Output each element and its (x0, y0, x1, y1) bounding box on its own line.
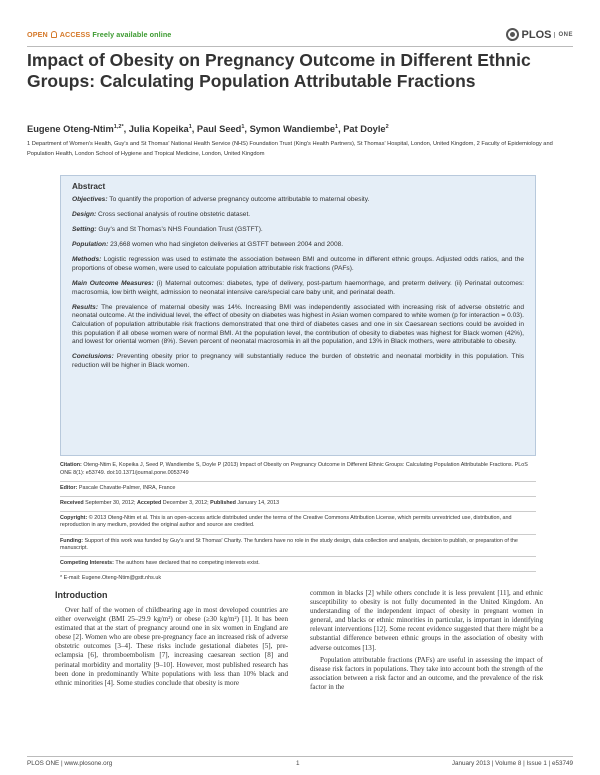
article-metadata (60, 462, 536, 586)
meta-divider (60, 571, 536, 572)
access-label: ACCESS (59, 30, 91, 39)
author-sup: 1 (188, 124, 192, 130)
author-name: Julia Kopeika (128, 124, 189, 135)
section-label: Objectives: (72, 196, 108, 203)
section-text: 23,668 women who had singleton deliveries at GSTFT between 2004 and 2008. (108, 241, 344, 249)
meta-text: January 14, 2013 (235, 499, 280, 506)
meta-divider (60, 511, 536, 512)
footer-rule (27, 756, 573, 757)
meta-label: Accepted (137, 499, 162, 506)
meta-label: Competing Interests: (60, 560, 114, 567)
article-title: Impact of Obesity on Pregnancy Outcome in Different Ethnic Groups: Calculating Population Attributable Fractions (27, 50, 531, 91)
affiliations: 1 Department of Women's Health, Guy's and St Thomas' National Health Service (NHS) Foundation Trust (King's Health Partners), St Thomas' Hospital, London, United Kingdom, 2 Faculty of Epidemiology and Population Health, London School of Hygiene and Tropical Medicine, London, United Kingdom (27, 141, 553, 157)
author-sup: 1,2 (113, 124, 122, 130)
section-text: Logistic regression was used to estimate the association between BMI and outcome in different ethnic groups. Adjusted odds ratios, and the proportions of obese women, were used to calculate population attributable risk fractions (PAFs). (72, 256, 524, 272)
meta-divider (60, 496, 536, 497)
free-label: Freely available online (92, 30, 172, 39)
section-label: Conclusions: (72, 353, 114, 361)
body-paragraph: common in blacks [2] while others conclude it is less prevalent [11], and ethnic susceptibility to obesity is not fully documented in the United Kingdom. An understanding of the independent impact of obesity in pregnant women in general, and blacks or ethnic minorities in particular, is important in identifying relevant interventions [12]. Some recent evidence suggested that there might be a substantial difference between ethnic groups in the association of obesity with adverse outcomes [13]. (310, 589, 543, 652)
citation (60, 462, 536, 477)
meta-divider (60, 556, 536, 557)
meta-divider (60, 534, 536, 535)
abstract-heading: Abstract (72, 182, 106, 191)
introduction-heading: Introduction (55, 590, 108, 600)
plos-logo-icon (506, 28, 519, 41)
copyright (60, 515, 536, 530)
abstract-paragraph (72, 280, 524, 297)
meta-label: Citation: (60, 462, 82, 468)
top-bar (27, 28, 573, 44)
journal-sub: ONE (554, 32, 573, 38)
section-label: Setting: (72, 226, 97, 234)
right-column (310, 589, 543, 695)
body-paragraph: Population attributable fractions (PAFs) are useful in assessing the impact of disease risk factors in populations. They take into account both the strength of the association between a risk factor and an outcome, and the prevalence of the risk factor in the (310, 655, 543, 691)
section-text: To quantify the proportion of adverse pregnancy outcome attributable to maternal obesity. (107, 196, 370, 203)
open-access-lock-icon (51, 31, 57, 38)
section-text: Preventing obesity prior to pregnancy will substantially reduce the burden of obstetric and neonatal morbidity in this population. This reduction will be higher in Black women. (72, 353, 524, 369)
meta-text: September 30, 2012; (83, 499, 138, 506)
body-paragraph: Over half of the women of childbearing age in most developed countries are either overweight (BMI 25–29.9 kg/m²) or obese (≥30 kg/m²) [1]. It has been estimated that at the start of pregnancy around one in six women in England are obese [2]. Women who are obese pre-pregnancy face an increased risk of adverse obstetric outcomes [3–4]. These risks include gestational diabetes [5], pre-eclampsia [6], thromboembolism [7], increasing caesarean section [8] and perinatal morbidity and mortality [9–10]. However, most published research has been done in predominantly White populations with less than 10% black and ethnic minorities [4]. Some studies conclude that obesity is more (55, 606, 288, 687)
abstract-paragraph (72, 353, 524, 370)
section-label: Population: (72, 241, 109, 249)
meta-text: © 2013 Oteng-Ntim et al. This is an open-access article distributed under the terms of the Creative Commons Attribution License, which permits unrestricted use, distribution, and reproduction in any medium, provided the original author and source are credited. (60, 514, 512, 529)
meta-text: Oteng-Ntim E, Kopeika J, Seed P, Wandiembe S, Doyle P (2013) Impact of Obesity on Pregnancy Outcome in Different Ethnic Groups: Calculating Population Attributable Fractions. PLoS ONE 8(1): e53749. doi:10.1371/journal.pone.0053749 (60, 462, 528, 476)
section-text: The prevalence of maternal obesity was 14%. Increasing BMI was independently associated with increasing risk of adverse obstetric and neonatal outcome. At the individual level, the effect of obesity on diabetes was highest in Asian women compared to white women (p for interaction = 0.03). Calculation of population attributable risk fractions demonstrated that one third of diabetes cases and one in six Caesarean sections could be avoided in this population if all obese women were of normal BMI. At the population level, the contribution of obesity to diabetes was highest for Black women (42%), and lowest for oriental women (8%). Seven percent of neonatal macrosomia in all the population, and 13% in Black mothers, were attributable to obesity. (72, 303, 524, 346)
meta-label: Editor: (60, 484, 78, 491)
header-rule (27, 46, 573, 47)
meta-text: Pascale Chavatte-Palmer, INRA, France (77, 484, 176, 491)
section-label: Design: (72, 211, 97, 219)
abstract-paragraph (72, 304, 524, 347)
meta-text: The authors have declared that no competing interests exist. (113, 560, 260, 567)
editor (60, 485, 536, 493)
author-sup: 2 (385, 124, 389, 130)
email[interactable]: * E-mail: Eugene.Oteng-Ntim@gstt.nhs.uk (60, 575, 162, 582)
abstract-paragraph (72, 211, 524, 220)
meta-label: Published (210, 499, 236, 506)
meta-text: Support of this work was funded by Guy's and St Thomas' Charity. The funders have no role in the study design, data collection and analysis, decision to publish, or preparation of the manuscript. (60, 537, 518, 552)
author-sup: 1 (241, 124, 245, 130)
meta-label: Copyright: (60, 514, 88, 521)
abstract-paragraph (72, 226, 524, 235)
funding (60, 538, 536, 553)
author-name: Eugene Oteng-Ntim (27, 124, 114, 135)
author-name: Symon Wandiembe (249, 124, 335, 135)
section-label: Methods: (72, 256, 102, 264)
section-text: Cross sectional analysis of routine obstetric dataset. (96, 211, 251, 219)
meta-label: Funding: (60, 537, 84, 544)
author-name: Paul Seed (196, 124, 242, 135)
meta-divider (60, 481, 536, 482)
dates (60, 500, 536, 508)
journal-name: PLOS (521, 28, 552, 41)
section-text: (i) Maternal outcomes: diabetes, type of delivery, post-partum haemorrhage, and preterm delivery. (ii) Perinatal outcomes: macrosomia, low birth weight, admission to neonatal intensive care/special care baby unit, and perinatal death. (72, 280, 524, 296)
abstract-paragraph (72, 256, 524, 273)
author-list: Eugene Oteng-Ntim$^{1,2*}$, Julia Kopeika$^1$, Paul Seed$^1$, Symon Wandiembe$^1$, Pat Doyle$^2$ (27, 124, 389, 135)
author-sup: 1 (335, 124, 339, 130)
author-mark: * (121, 124, 124, 130)
page-number: 1 (296, 760, 300, 767)
journal-logo (506, 28, 573, 41)
author-name: Pat Doyle (343, 124, 386, 135)
footer-issue: January 2013 | Volume 8 | Issue 1 | e53749 (451, 760, 573, 767)
meta-label: Received (60, 499, 84, 506)
left-column (55, 606, 288, 691)
section-label: Results: (72, 303, 99, 311)
abstract-box (60, 175, 536, 456)
open-access-badge (27, 30, 171, 39)
section-label: Main Outcome Measures: (72, 280, 154, 288)
meta-text: December 3, 2012; (161, 499, 211, 506)
abstract-paragraph (72, 241, 524, 250)
abstract-paragraph (72, 196, 524, 205)
footer-journal[interactable]: PLOS ONE | www.plosone.org (27, 760, 113, 767)
open-label: OPEN (27, 30, 48, 39)
competing-interests (60, 560, 536, 568)
section-text: Guy's and St Thomas's NHS Foundation Trust (GSTFT). (96, 226, 263, 234)
